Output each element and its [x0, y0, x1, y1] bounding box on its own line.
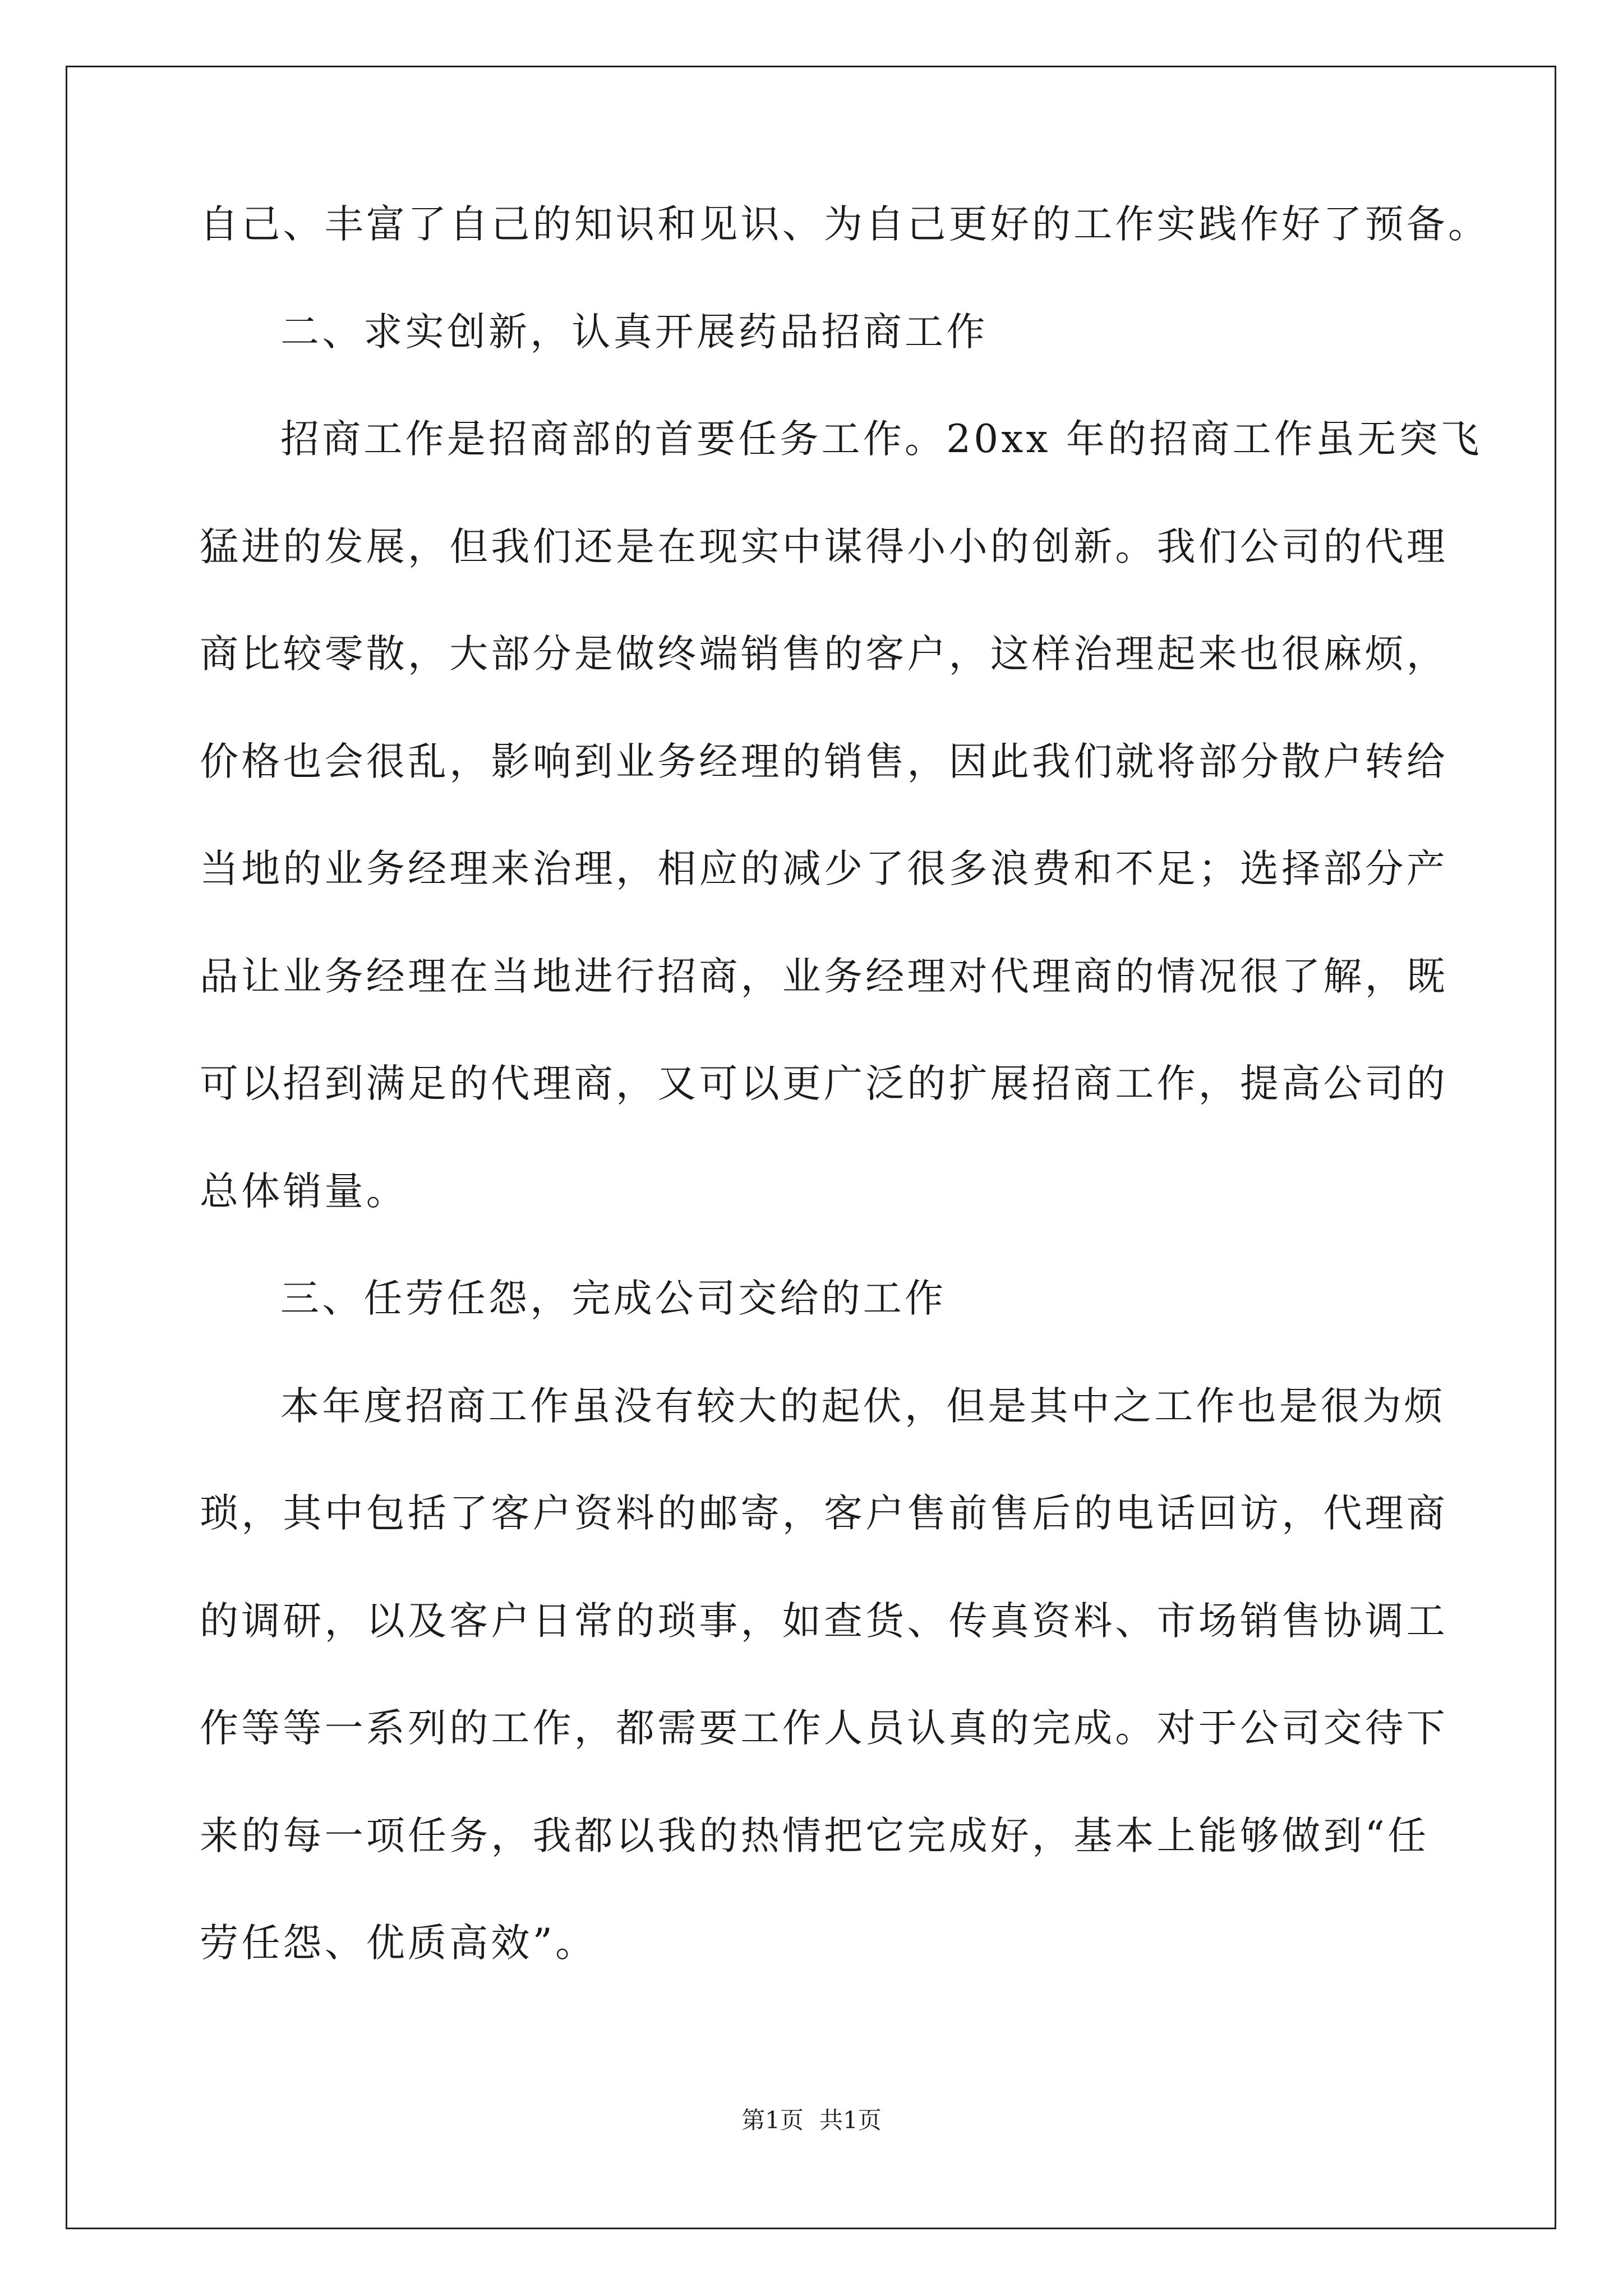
paragraph-line: 商比较零散，大部分是做终端销售的客户，这样治理起来也很麻烦， — [200, 632, 1448, 677]
page-footer — [0, 2104, 1623, 2137]
section-heading: 三、任劳任怨，完成公司交给的工作 — [280, 1276, 947, 1321]
section-heading: 二、求实创新，认真开展药品招商工作 — [280, 310, 988, 355]
paragraph-line: 总体销量。 — [200, 1169, 408, 1214]
paragraph-line: 猛进的发展，但我们还是在现实中谋得小小的创新。我们公司的代理 — [200, 524, 1448, 569]
paragraph-line: 可以招到满足的代理商，又可以更广泛的扩展招商工作，提高公司的 — [200, 1061, 1448, 1106]
paragraph-line: 招商工作是招商部的首要任务工作。20xx 年的招商工作虽无突飞 — [280, 417, 1482, 462]
paragraph-line: 当地的业务经理来治理，相应的减少了很多浪费和不足；选择部分产 — [200, 846, 1448, 891]
paragraph-line: 本年度招商工作虽没有较大的起伏，但是其中之工作也是很为烦 — [280, 1384, 1446, 1429]
page-total: 共1页 — [819, 2106, 882, 2134]
paragraph-line: 价格也会很乱，影响到业务经理的销售，因此我们就将部分散户转给 — [200, 739, 1448, 784]
paragraph-line: 作等等一系列的工作，都需要工作人员认真的完成。对于公司交待下 — [200, 1706, 1448, 1751]
page-border — [66, 66, 1556, 2229]
page-number: 第1页 — [741, 2106, 804, 2134]
paragraph-line: 劳任怨、优质高效”。 — [200, 1921, 597, 1966]
paragraph-line: 琐，其中包括了客户资料的邮寄，客户售前售后的电话回访，代理商 — [200, 1491, 1448, 1536]
text-line: 自己、丰富了自己的知识和见识、为自己更好的工作实践作好了预备。 — [200, 202, 1490, 247]
paragraph-line: 品让业务经理在当地进行招商，业务经理对代理商的情况很了解，既 — [200, 954, 1448, 999]
paragraph-line: 来的每一项任务，我都以我的热情把它完成好，基本上能够做到“任 — [200, 1814, 1430, 1858]
paragraph-line: 的调研，以及客户日常的琐事，如查货、传真资料、市场销售协调工 — [200, 1599, 1448, 1644]
